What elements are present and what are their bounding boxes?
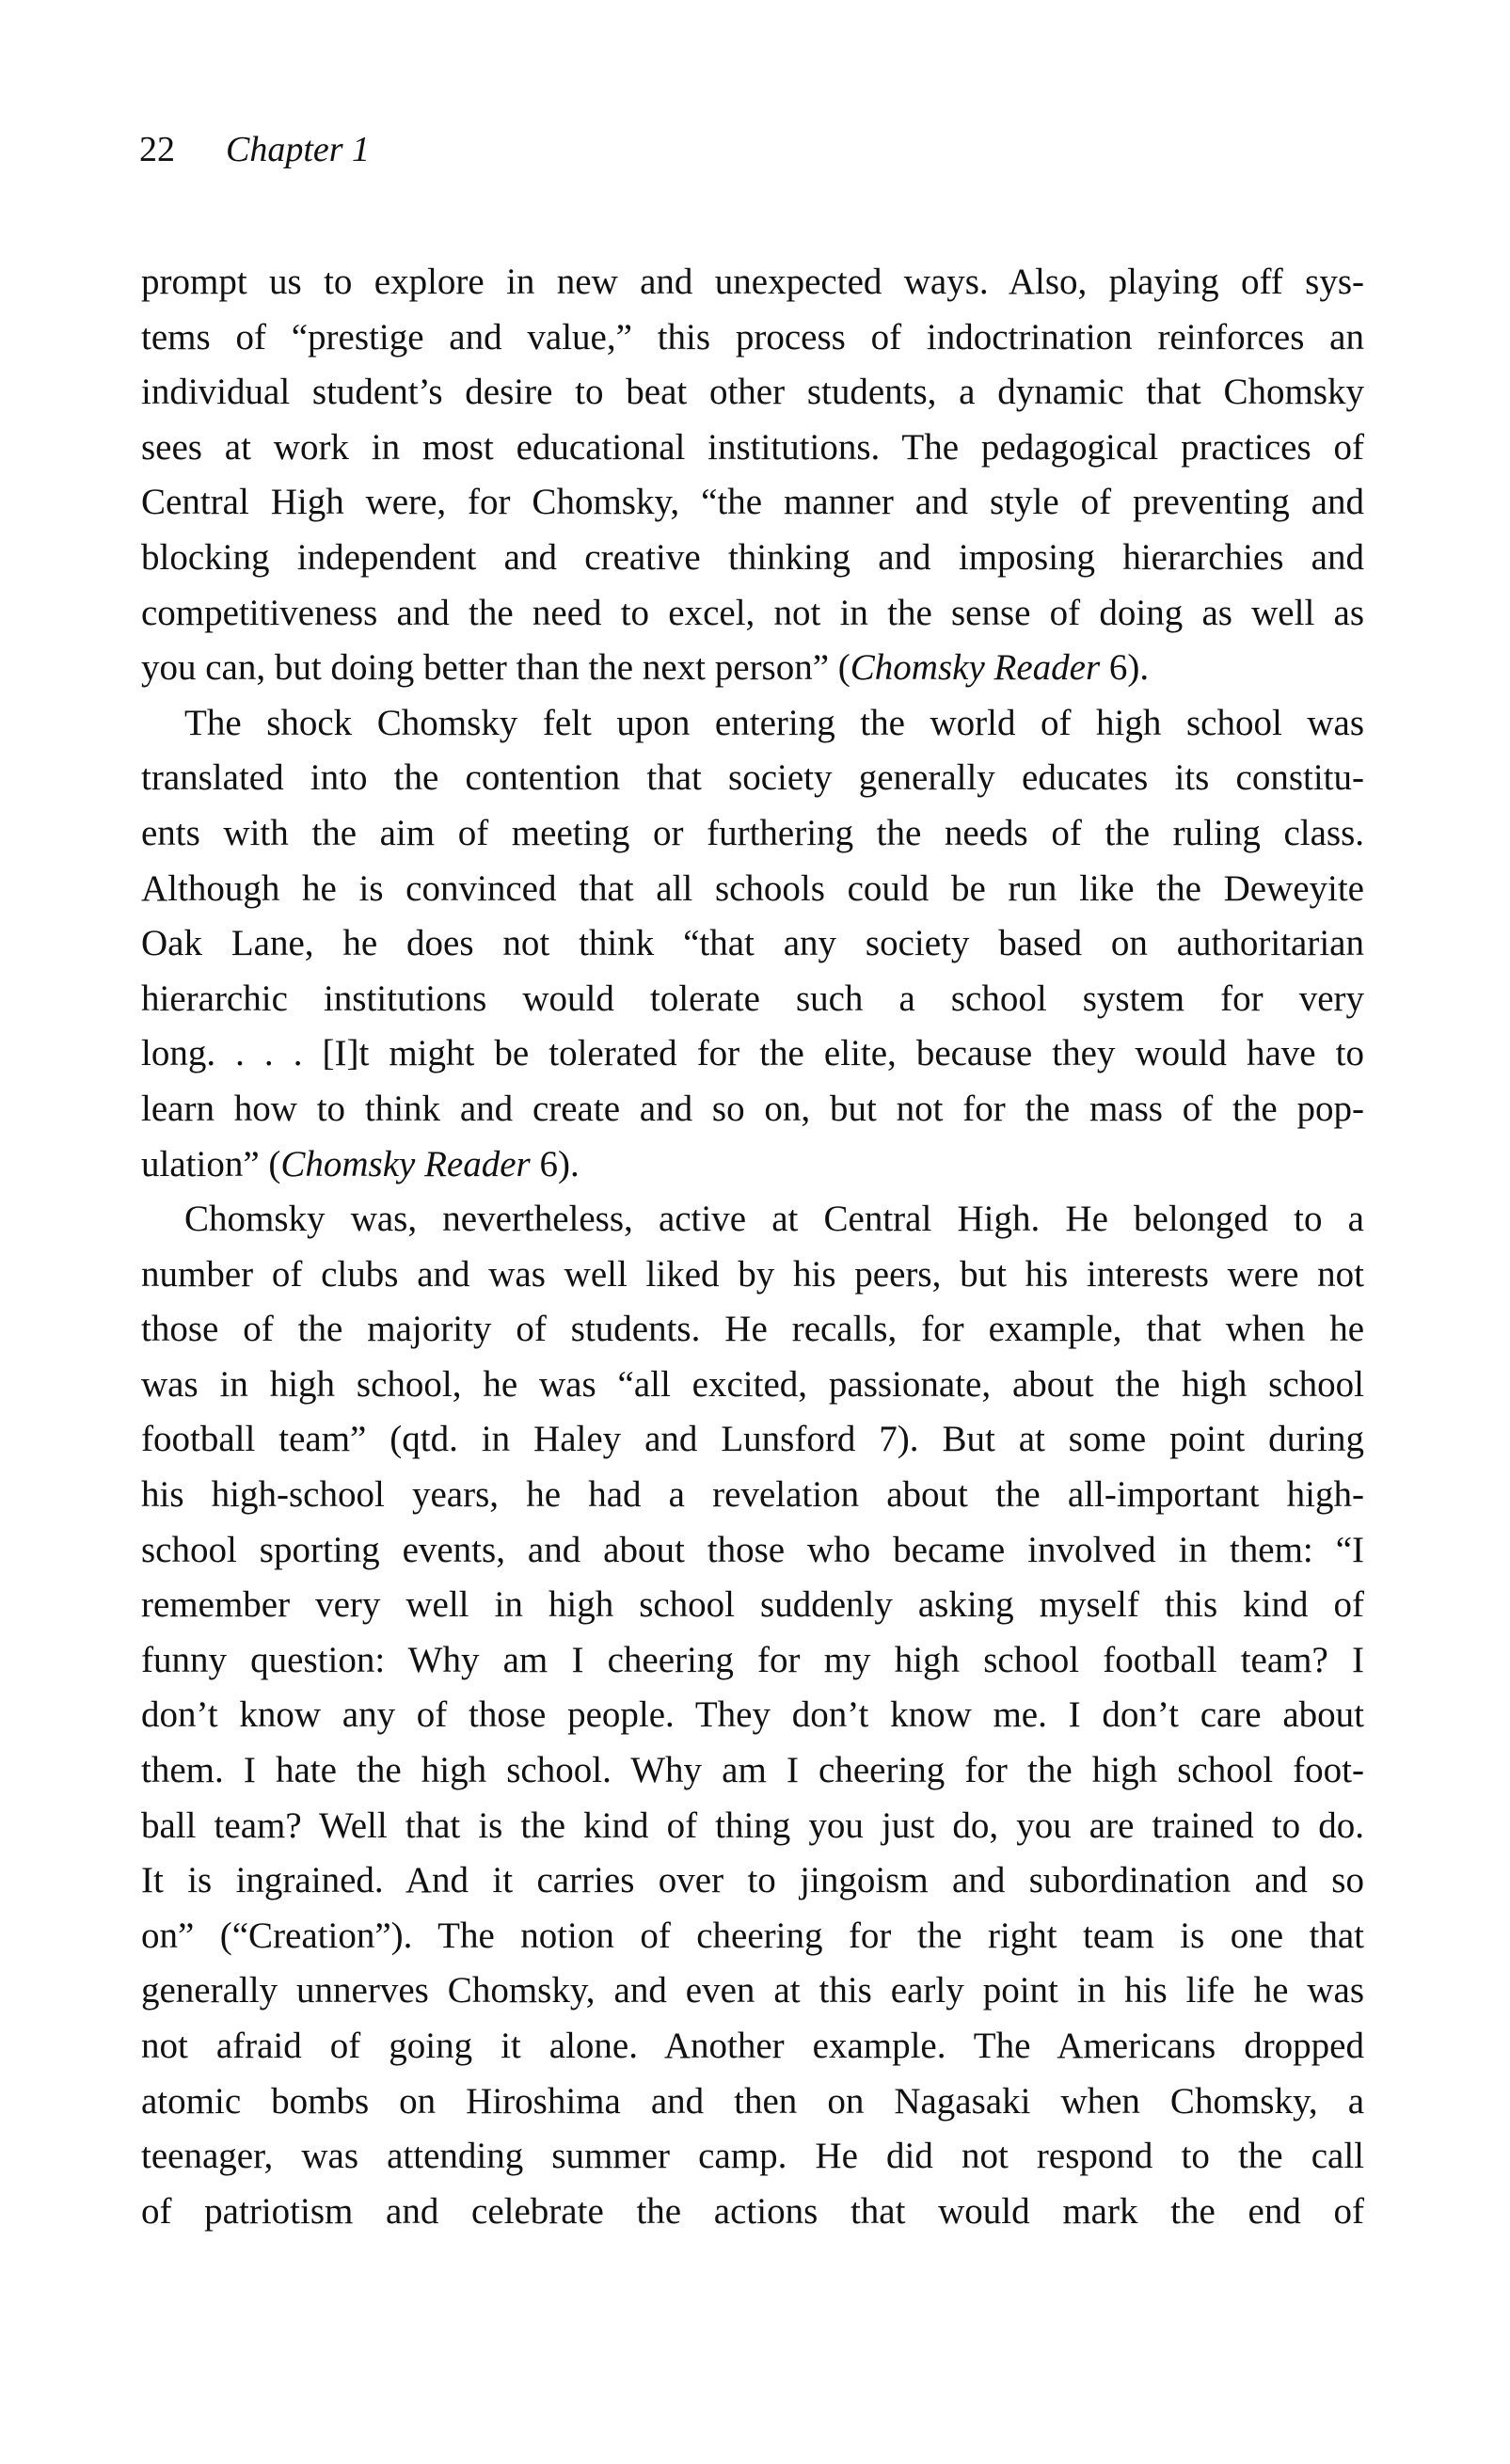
text-line: prompt us to explore in new and unexpected ways. Also, playing off sys- [141, 262, 1364, 302]
text-run: 6). [530, 1143, 580, 1184]
text-line: teenager, was attending summer camp. He did not respond to the call [141, 2136, 1364, 2177]
text-line: don’t know any of those people. They don’t know me. I don’t care about [141, 1694, 1364, 1736]
text-line [141, 1137, 1364, 1193]
citation-title: Chomsky Reader [850, 647, 1101, 689]
text-line: atomic bombs on Hiroshima and then on Nagasaki when Chomsky, a [141, 2080, 1364, 2122]
page-number: 22 [139, 130, 175, 169]
body-text [141, 255, 1364, 2239]
text-line: was in high school, he was “all excited, passionate, about the high school [141, 1363, 1364, 1405]
text-line: football team” (qtd. in Haley and Lunsford 7). But at some point during [141, 1419, 1364, 1460]
text-line: Oak Lane, he does not think “that any society based on authoritarian [141, 923, 1364, 964]
text-line: Although he is convinced that all schools could be run like the Deweyite [141, 867, 1364, 909]
text-line: generally unnerves Chomsky, and even at this early point in his life he was [141, 1970, 1364, 2011]
text-line: them. I hate the high school. Why am I cheering for the high school foot- [141, 1750, 1364, 1791]
text-line: learn how to think and create and so on, but not for the mass of the pop- [141, 1088, 1364, 1129]
text-line: not afraid of going it alone. Another example. The Americans dropped [141, 2026, 1364, 2066]
text-line: on” (“Creation”). The notion of cheering for the right team is one that [141, 1915, 1364, 1956]
citation-title: Chomsky Reader [280, 1143, 531, 1184]
text-line: hierarchic institutions would tolerate such a school system for very [141, 978, 1364, 1019]
text-line: of patriotism and celebrate the actions that would mark the end of [141, 2190, 1364, 2232]
text-line: ents with the aim of meeting or furthering the needs of the ruling class. [141, 812, 1364, 853]
text-line: blocking independent and creative thinking and imposing hierarchies and [141, 536, 1364, 578]
text-run: ulation” ( [141, 1143, 281, 1184]
text-line: It is ingrained. And it carries over to jingoism and subordination and so [141, 1860, 1364, 1901]
text-line: number of clubs and was well liked by his peers, but his interests were not [141, 1253, 1364, 1295]
text-line: those of the majority of students. He recalls, for example, that when he [141, 1309, 1364, 1350]
text-line: his high-school years, he had a revelation about the all-important high- [141, 1474, 1364, 1516]
text-line: Central High were, for Chomsky, “the manner and style of preventing and [141, 482, 1364, 523]
text-line: The shock Chomsky felt upon entering the world of high school was [184, 702, 1364, 743]
text-line: tems of “prestige and value,” this process of indoctrination reinforces an [141, 316, 1364, 358]
text-line: school sporting events, and about those who became involved in them: “I [141, 1529, 1364, 1570]
chapter-title: Chapter 1 [226, 130, 371, 169]
text-line: funny question: Why am I cheering for my high school football team? I [141, 1639, 1364, 1680]
text-line: translated into the contention that society generally educates its constitu- [141, 757, 1364, 799]
text-line: remember very well in high school suddenly asking myself this kind of [141, 1584, 1364, 1626]
text-line: individual student’s desire to beat other students, a dynamic that Chomsky [141, 372, 1364, 413]
text-line [141, 641, 1364, 696]
text-run: you can, but doing better than the next person” ( [141, 647, 850, 689]
text-line: sees at work in most educational institutions. The pedagogical practices of [141, 426, 1364, 468]
text-line: Chomsky was, nevertheless, active at Central High. He belonged to a [184, 1199, 1364, 1240]
text-line: competitiveness and the need to excel, not in the sense of doing as well as [141, 592, 1364, 633]
text-line: long. . . . [I]t might be tolerated for the elite, because they would have to [141, 1033, 1364, 1074]
running-head [139, 132, 370, 167]
text-line: ball team? Well that is the kind of thing you just do, you are trained to do. [141, 1804, 1364, 1846]
text-run: 6). [1100, 647, 1150, 689]
